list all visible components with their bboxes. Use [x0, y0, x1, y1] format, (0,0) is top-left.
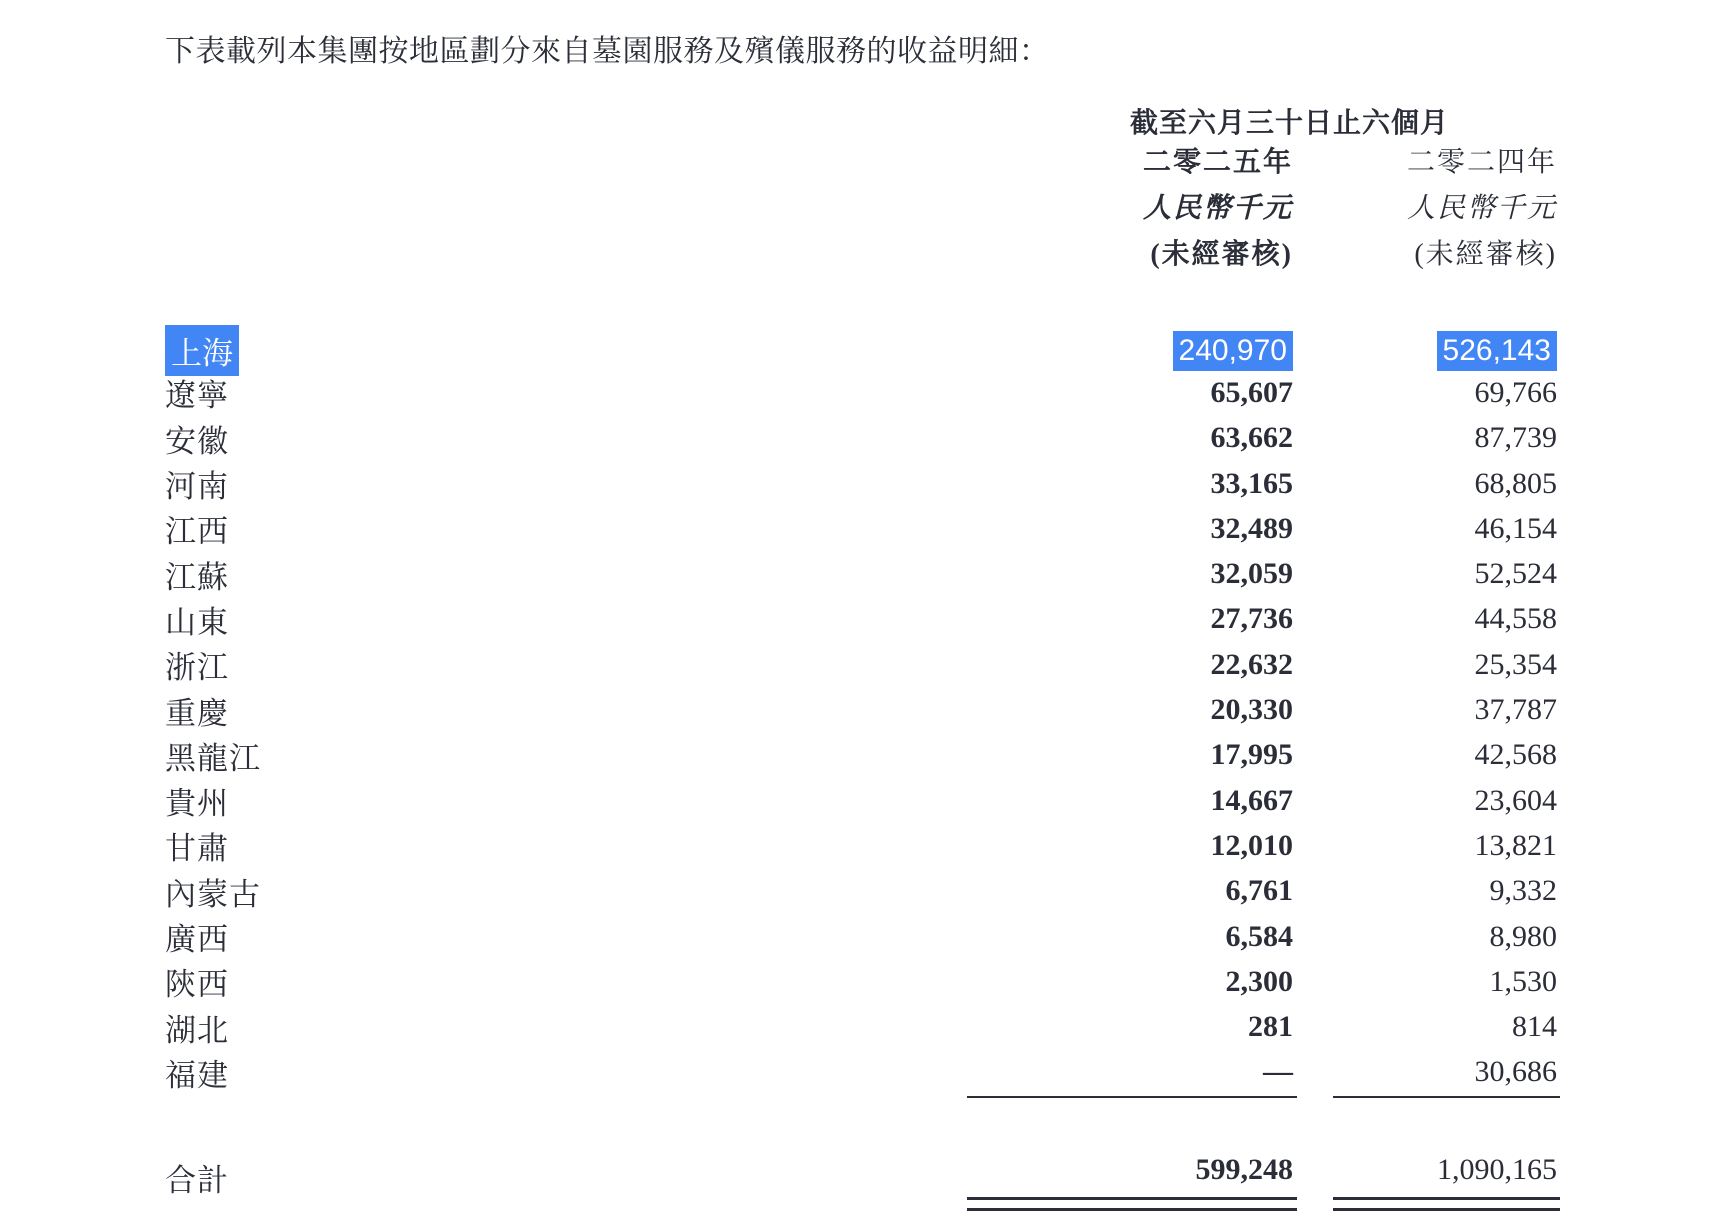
region-text: 廣西 — [165, 922, 229, 957]
search-highlight: 240,970 — [1173, 331, 1293, 371]
value-2025-text: 33,165 — [1210, 466, 1293, 500]
region-text: 安徽 — [165, 423, 229, 459]
value-2025 — [965, 557, 1293, 591]
value-2025-text: 6,761 — [1225, 874, 1293, 908]
column-rule-2025 — [967, 1096, 1297, 1098]
value-2024-text: 814 — [1512, 1010, 1557, 1044]
value-2025-text: 14,667 — [1210, 783, 1293, 817]
value-2024 — [1333, 738, 1557, 772]
region-text: 甘肅 — [165, 831, 229, 867]
value-2024 — [1333, 874, 1557, 908]
value-2025 — [965, 376, 1293, 410]
table-row — [165, 416, 1557, 461]
value-2024 — [1333, 512, 1557, 546]
value-2024-text: 23,604 — [1474, 783, 1557, 817]
region-label — [165, 642, 965, 687]
value-2024-text: 25,354 — [1474, 647, 1557, 681]
column-year-2024: 二零二四年 — [1406, 147, 1557, 178]
table-row — [165, 914, 1557, 959]
region-label — [165, 823, 965, 868]
table-row — [165, 597, 1557, 642]
region-text: 福建 — [165, 1057, 229, 1093]
value-2024-text: 9,332 — [1489, 874, 1557, 908]
table-row — [165, 370, 1557, 415]
value-2024-text: 52,524 — [1474, 557, 1557, 591]
value-2024 — [1333, 920, 1557, 954]
region-label — [165, 869, 965, 914]
region-text: 重慶 — [165, 695, 229, 731]
value-2024-text: 44,558 — [1474, 602, 1557, 636]
value-2025 — [965, 467, 1293, 501]
total-value-2024: 1,090,165 — [1437, 1153, 1557, 1186]
table-row — [165, 642, 1557, 687]
value-2025-text: 2,300 — [1225, 964, 1293, 998]
table-row — [165, 1050, 1557, 1095]
value-2024 — [1333, 376, 1557, 410]
table-row — [165, 733, 1557, 778]
value-2024-text: 42,568 — [1474, 738, 1557, 772]
column-year-2025: 二零二五年 — [1142, 147, 1293, 178]
value-2024-text: 37,787 — [1474, 693, 1557, 727]
table-rows — [165, 325, 1557, 1095]
value-2025-text: 17,995 — [1210, 738, 1293, 772]
column-unit-2024: 人民幣千元 — [1406, 193, 1557, 224]
value-2025-text: 281 — [1248, 1010, 1293, 1044]
value-2024-text: 46,154 — [1474, 511, 1557, 545]
region-text: 湖北 — [165, 1012, 229, 1048]
region-text: 河南 — [165, 469, 229, 505]
value-2024-text: 87,739 — [1474, 421, 1557, 455]
value-2024 — [1333, 829, 1557, 863]
value-2025 — [965, 602, 1293, 636]
region-label — [165, 733, 965, 778]
value-2024-text: 69,766 — [1474, 375, 1557, 409]
value-2025-text: 63,662 — [1210, 421, 1293, 455]
total-double-rule-2024 — [1333, 1197, 1560, 1211]
value-2025-text: 32,489 — [1210, 511, 1293, 545]
value-2024 — [1333, 1010, 1557, 1044]
region-label — [165, 688, 965, 733]
table-row — [165, 551, 1557, 596]
column-header-2025 — [965, 140, 1293, 278]
search-highlight: 上海 — [165, 325, 239, 376]
value-2025 — [965, 738, 1293, 772]
region-text: 貴州 — [165, 786, 229, 822]
region-label — [165, 597, 965, 642]
table-row — [165, 1004, 1557, 1049]
period-header: 截至六月三十日止六個月 — [1130, 108, 1450, 139]
value-2025-text: — — [1263, 1055, 1293, 1089]
value-2024-text: 68,805 — [1474, 466, 1557, 500]
table-row — [165, 823, 1557, 868]
region-label — [165, 325, 965, 376]
value-2024 — [1333, 693, 1557, 727]
value-2025 — [965, 920, 1293, 954]
column-header-2024 — [1333, 140, 1557, 278]
value-2024 — [1333, 965, 1557, 999]
table-row — [165, 461, 1557, 506]
total-double-rule-2025 — [967, 1197, 1297, 1211]
region-label — [165, 552, 965, 597]
region-label — [165, 959, 965, 1004]
region-label — [165, 416, 965, 461]
region-text: 山東 — [165, 604, 229, 640]
value-2025 — [965, 331, 1293, 371]
table-row — [165, 869, 1557, 914]
region-label — [165, 370, 965, 415]
value-2025-text: 32,059 — [1210, 557, 1293, 591]
value-2025 — [965, 784, 1293, 818]
value-2025 — [965, 512, 1293, 546]
value-2025 — [965, 829, 1293, 863]
region-text: 陝西 — [165, 967, 229, 1003]
intro-text: 下表載列本集團按地區劃分來自墓園服務及殯儀服務的收益明細： — [165, 35, 1050, 68]
region-label — [165, 778, 965, 823]
total-label: 合計 — [165, 1163, 229, 1198]
value-2025 — [965, 1010, 1293, 1044]
value-2024 — [1333, 467, 1557, 501]
table-row — [165, 687, 1557, 732]
table-row — [165, 778, 1557, 823]
column-unit-2025: 人民幣千元 — [1142, 193, 1293, 224]
value-2025 — [965, 874, 1293, 908]
region-text: 江西 — [165, 514, 229, 550]
search-highlight: 526,143 — [1437, 331, 1557, 371]
region-text: 江蘇 — [165, 559, 229, 595]
region-text: 黑龍江 — [165, 740, 261, 776]
column-audit-2025: (未經審核) — [1150, 239, 1293, 270]
value-2025-text: 65,607 — [1210, 375, 1293, 409]
value-2024-text: 13,821 — [1474, 828, 1557, 862]
value-2025-text: 6,584 — [1225, 919, 1293, 953]
region-label — [165, 461, 965, 506]
region-label — [165, 506, 965, 551]
value-2024 — [1333, 331, 1557, 371]
value-2025 — [965, 421, 1293, 455]
value-2025 — [965, 648, 1293, 682]
value-2025 — [965, 693, 1293, 727]
value-2024 — [1333, 648, 1557, 682]
column-rule-2024 — [1333, 1096, 1560, 1098]
region-text: 遼寧 — [165, 378, 229, 414]
value-2024 — [1333, 784, 1557, 818]
value-2025-text: 27,736 — [1210, 602, 1293, 636]
value-2025 — [965, 1055, 1293, 1089]
value-2024-text: 1,530 — [1489, 964, 1557, 998]
value-2024 — [1333, 421, 1557, 455]
column-audit-2024: (未經審核) — [1414, 239, 1557, 270]
region-text: 內蒙古 — [165, 876, 261, 912]
region-label — [165, 914, 965, 959]
value-2024 — [1333, 1055, 1557, 1089]
value-2024-text: 8,980 — [1489, 919, 1557, 953]
table-row — [165, 506, 1557, 551]
table-row — [165, 325, 1557, 370]
region-label — [165, 1005, 965, 1050]
value-2025-text: 20,330 — [1210, 693, 1293, 727]
region-label — [165, 1050, 965, 1095]
value-2024 — [1333, 557, 1557, 591]
value-2025-text: 12,010 — [1210, 828, 1293, 862]
value-2025-text: 22,632 — [1210, 647, 1293, 681]
region-text: 浙江 — [165, 650, 229, 686]
value-2024-text: 30,686 — [1474, 1055, 1557, 1089]
total-value-2025: 599,248 — [1195, 1153, 1293, 1186]
value-2024 — [1333, 602, 1557, 636]
value-2025 — [965, 965, 1293, 999]
table-row — [165, 959, 1557, 1004]
